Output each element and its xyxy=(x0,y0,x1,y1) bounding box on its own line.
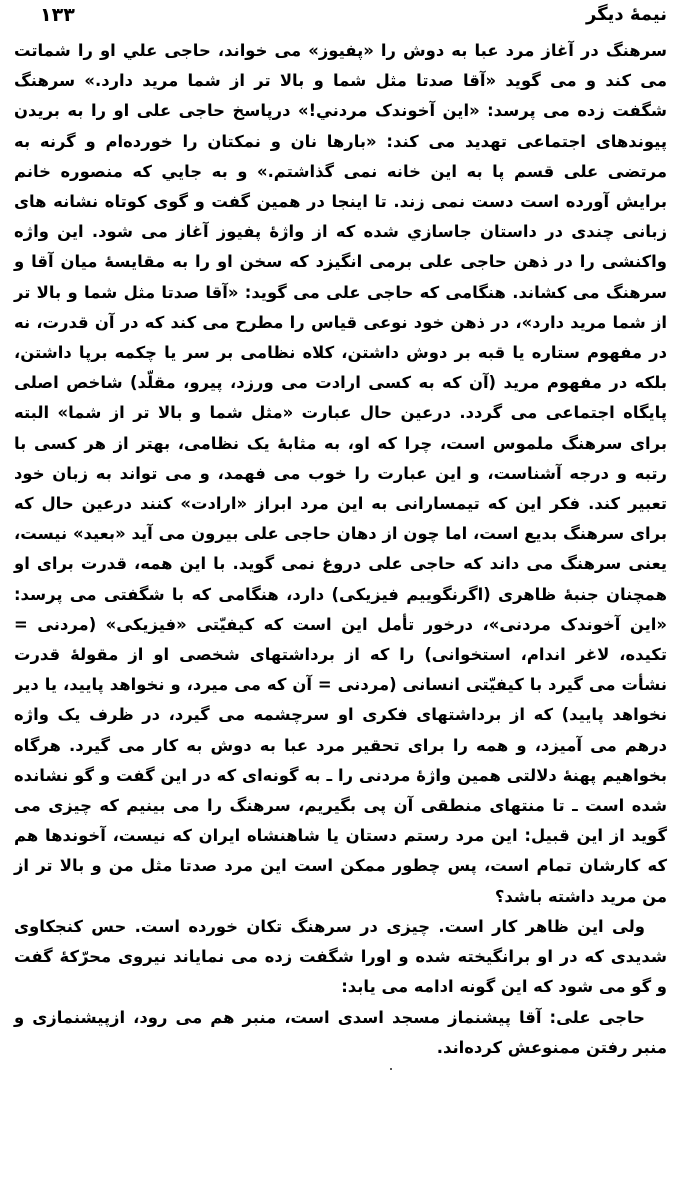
scan-speck xyxy=(390,1068,392,1070)
paragraph-analysis: سرهنگ در آغاز مرد عبا به دوش را «پفیوز» می خواند، حاجی علي او را شماتت می کند و می گوید «آقا صدتا مثل شما و بالا تر از شما مرید دارد.» سرهنگ شگفت زده می پرسد: «این آخوندک مردني!» درپاسخ حاجی علی او را به بریدن پیوندهای اجتماعی تهدید می کند: «بارها نان و نمکتان را خورده‌ام و گرنه به مرتضی علی قسم پا به این خانه نمی گذاشتم.» و به جایي که منصوره خانم برایش آورده است دست نمی زند. تا اینجا در همین گفت و گوی کوتاه نشانه های زبانی چندی در داستان جاسازي شده که از واژهٔ پفیوز آغاز می شود. این واژه واکنشی را در ذهن حاجی علی برمی انگیزد که سخن او را به مقایسهٔ میان آقا و سرهنگ می کشاند. هنگامی که حاجی علی می گوید: «آقا صدتا مثل شما و بالا تر از شما مرید دارد»، در ذهن خود نوعی قیاس را مطرح می کند که در آن قدرت، نه در مفهوم ستاره یا قبه بر دوش داشتن، کلاه نظامی بر سر یا چکمه برپا داشتن، بلکه در مفهوم مرید (آن که به کسی ارادت می ورزد، پیرو، مقلّد) شاخص اصلی پایگاه اجتماعی می گردد. درعین حال عبارت «مثل شما و بالا تر از شما» البته برای سرهنگ ملموس است، چرا که او، به مثابهٔ یک نظامی، بهتر از هر کسی با رتبه و درجه آشناست، و این عبارت را خوب می فهمد، و می تواند به زبان خود تعبیر کند. فکر این که تیمسارانی به این مرد ابراز «ارادت» کنند درعین حال که برای سرهنگ بدیع است، اما چون از دهان حاجی علی بیرون می آید «بعید» نیست، یعنی سرهنگ می داند که حاجی علی دروغ نمی گوید. با این همه، قدرت برای او همچنان جنبهٔ ظاهری (اگرنگوییم فیزیکی) دارد، هنگامی که با شگفتی می پرسد: «این آخوندک مردنی»، درخور تأمل این است که کیفیّتی «فیزیکی» (مردنی = تکیده، لاغر اندام، استخوانی) را که از برداشتهای شخصی او از مقولهٔ قدرت نشأت می گیرد با کیفیّتی انسانی (مردنی = آن که می میرد، و نخواهد پایید، یا دیر نخواهد پایید) که از برداشتهای فکری او سرچشمه می گیرد، در ظرف یک واژه درهم می آمیزد، و همه را برای تحقیر مرد عبا به دوش به کار می گیرد. هرگاه بخواهیم پهنهٔ دلالتی همین واژهٔ مردنی را ـ به گونه‌ای که در این گفت و گو نشانده شده است ـ تا منتهای منطقی آن پی بگیریم، سرهنگ را می بینیم که چیزی می گوید از این قبیل: این مرد رستم دستان یا شاهنشاه ایران که نیست، آخوندها هم که کارشان تمام است، پس چطور ممکن است این مرد صدتا مثل من و بالا تر از من مرید داشته باشد؟ xyxy=(14,41,667,906)
book-title: نیمهٔ دیگر xyxy=(585,4,667,25)
body-text xyxy=(14,36,667,1063)
page-number: ۱۳۳ xyxy=(40,4,75,26)
paragraph-curiosity: ولی این ظاهر کار است. چیزی در سرهنگ تکان خورده است. حس کنجکاوی شدیدی که در او برانگیخته شده و اورا شگفت زده می نمایاند نیروی محرّکهٔ گفت و گو می شود که این گونه ادامه می یابد: xyxy=(14,916,667,997)
running-header xyxy=(40,2,667,32)
paragraph-dialogue-haji-ali: حاجی علی: آقا پیشنماز مسجد اسدی است، منبر هم می رود، ازپیشنمازی و منبر رفتن ممنوعش کرده‌اند. xyxy=(14,1007,667,1057)
